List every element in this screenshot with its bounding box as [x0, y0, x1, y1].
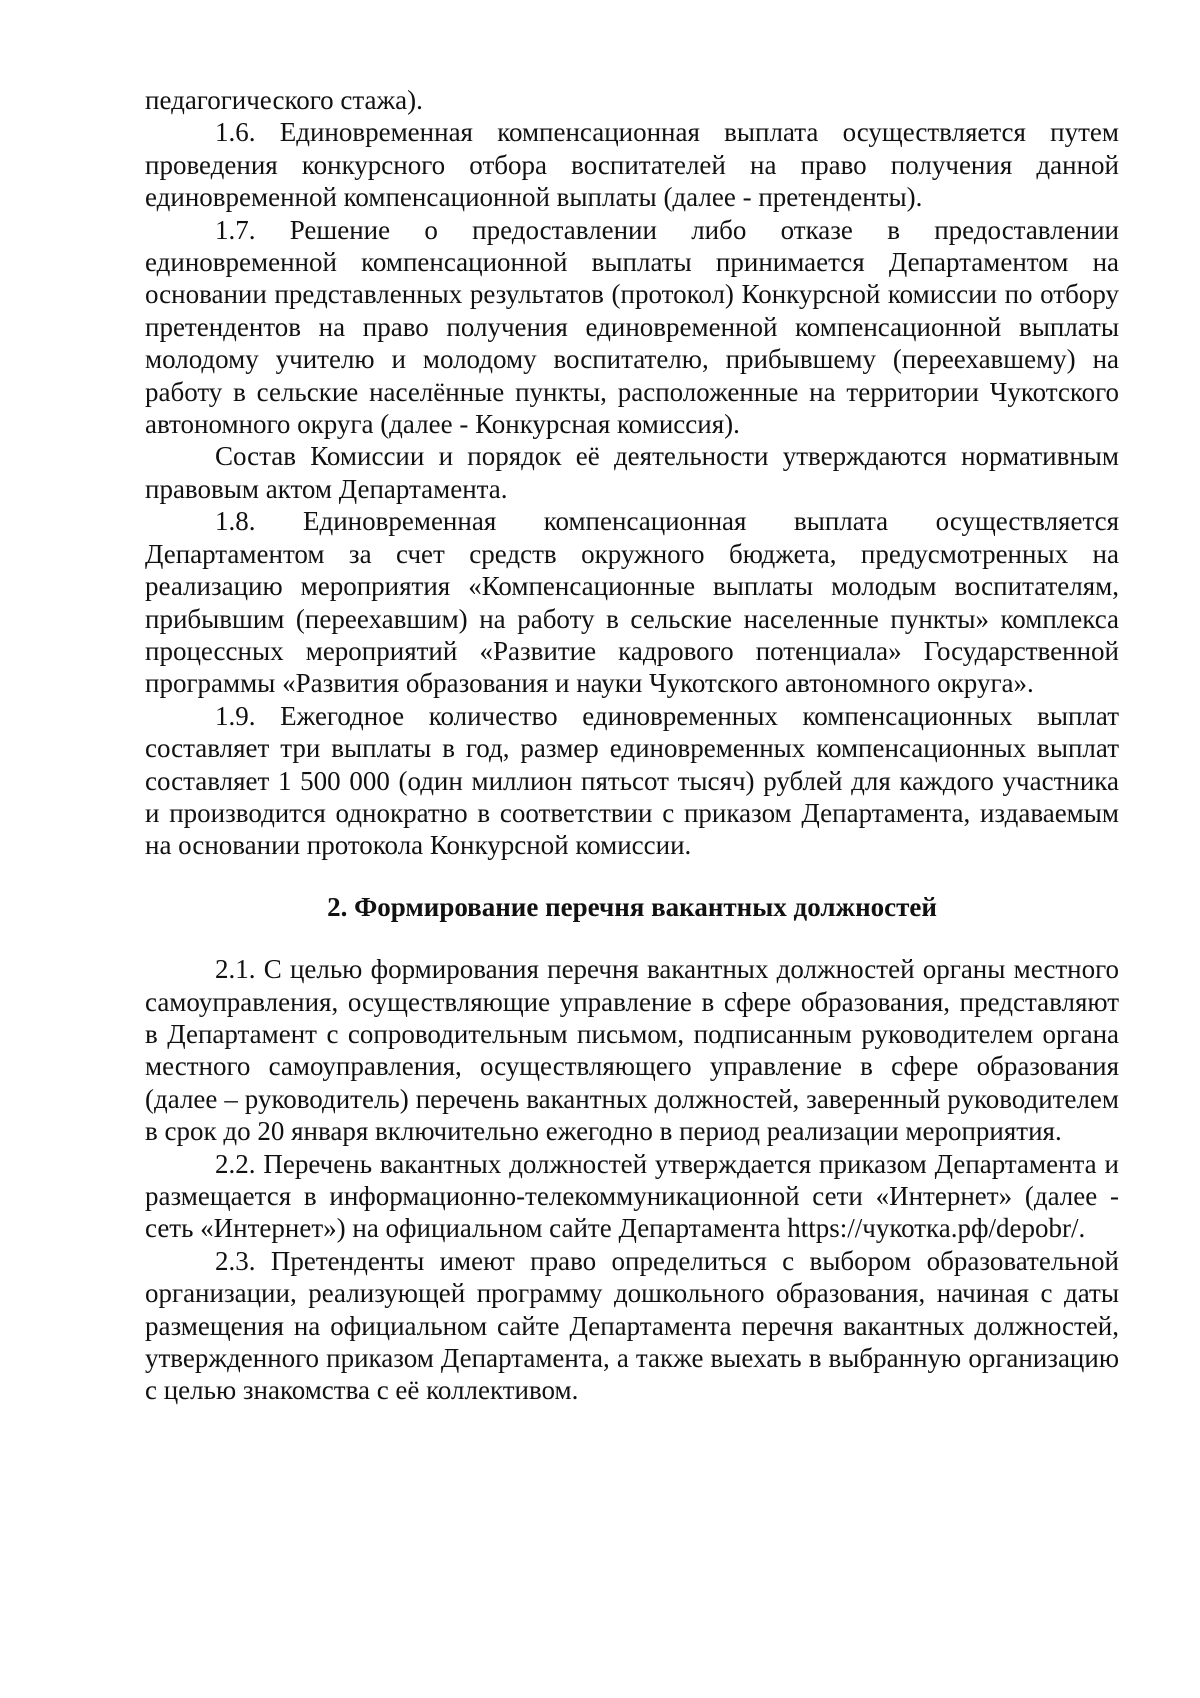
paragraph-2-2: 2.2. Перечень вакантных должностей утверждается приказом Департамента и размещается в информационно-телекоммуникационной сети «Интернет» (далее - сеть «Интернет») на официальном сайте Департамента https://чукотка.рф/depobr/.: [145, 1148, 1119, 1244]
paragraph-commission-composition: Состав Комиссии и порядок её деятельности утверждаются нормативным правовым актом Департамента.: [145, 441, 1119, 504]
paragraph-2-3: 2.3. Претенденты имеют право определиться с выбором образовательной организации, реализующей программу дошкольного образования, начиная с даты размещения на официальном сайте Департамента перечня вакантных должностей, утвержденного приказом Департамента, а также выехать в выбранную организацию с целью знакомства с её коллективом.: [145, 1245, 1119, 1406]
paragraph-1-6: 1.6. Единовременная компенсационная выплата осуществляется путем проведения конкурсного отбора воспитателей на право получения данной единовременной компенсационной выплаты (далее - претенденты).: [145, 117, 1119, 213]
paragraph-continuation: педагогического стажа).: [145, 85, 423, 115]
paragraph-2-1: 2.1. С целью формирования перечня вакантных должностей органы местного самоуправления, осуществляющие управление в сфере образования, представляют в Департамент с сопроводительным письмом, подписанным руководителем органа местного самоуправления, осуществляющего управление в сфере образования (далее – руководитель) перечень вакантных должностей, заверенный руководителем в срок до 20 января включительно ежегодно в период реализации мероприятия.: [145, 954, 1119, 1147]
paragraph-1-9: 1.9. Ежегодное количество единовременных компенсационных выплат составляет три выплаты в год, размер единовременных компенсационных выплат составляет 1 500 000 (один миллион пятьсот тысяч) рублей для каждого участника и производится однократно в соответствии с приказом Департамента, издаваемым на основании протокола Конкурсной комиссии.: [145, 700, 1119, 861]
paragraph-1-7: 1.7. Решение о предоставлении либо отказе в предоставлении единовременной компенсационной выплаты принимается Департаментом на основании представленных результатов (протокол) Конкурсной комиссии по отбору претендентов на право получения единовременной компенсационной выплаты молодому учителю и молодому воспитателю, прибывшему (переехавшему) на работу в сельские населённые пункты, расположенные на территории Чукотского автономного округа (далее - Конкурсная комиссия).: [145, 214, 1119, 440]
document-body: [145, 84, 1119, 1407]
section-heading: 2. Формирование перечня вакантных должностей: [327, 891, 937, 922]
paragraph-1-8: 1.8. Единовременная компенсационная выплата осуществляется Департаментом за счет средств окружного бюджета, предусмотренных на реализацию мероприятия «Компенсационные выплаты молодым воспитателям, прибывшим (переехавшим) на работу в сельские населенные пункты» комплекса процессных мероприятий «Развитие кадрового потенциала» Государственной программы «Развития образования и науки Чукотского автономного округа».: [145, 506, 1119, 699]
